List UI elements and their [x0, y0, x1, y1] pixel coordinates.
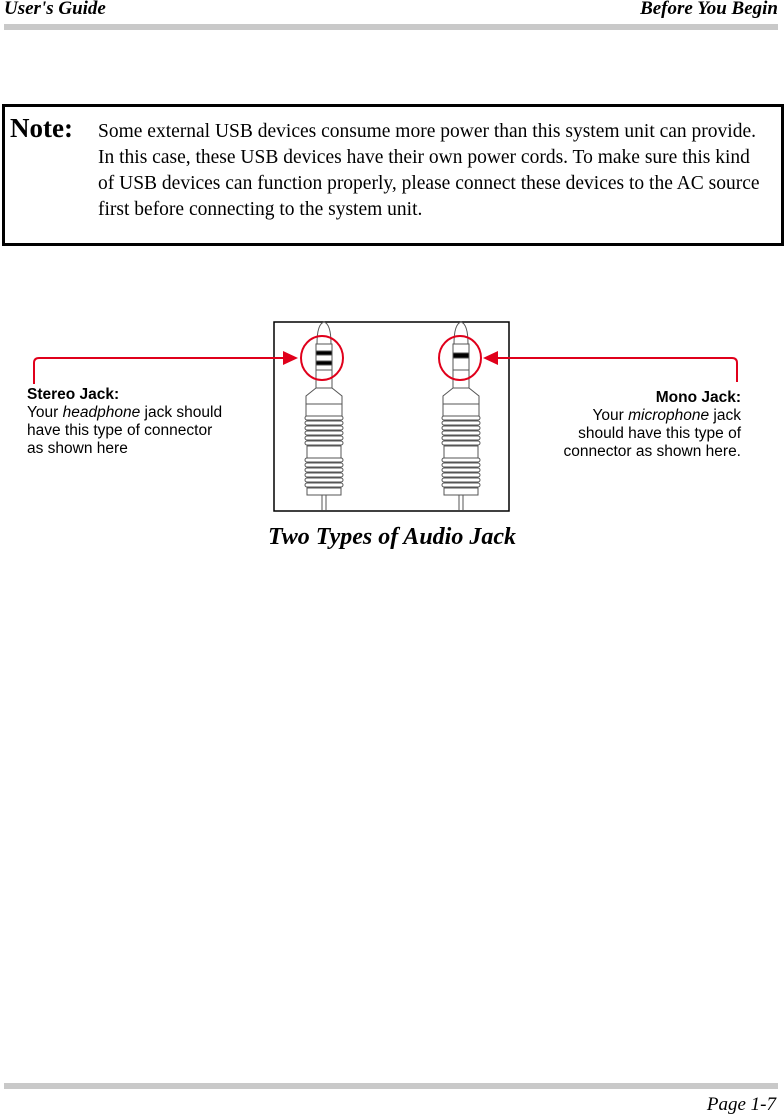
- note-box: [2, 104, 784, 246]
- header-left-title: User's Guide: [4, 0, 106, 19]
- mono-jack-line3: connector as shown here.: [563, 443, 741, 460]
- header-right-title: Before You Begin: [640, 0, 778, 19]
- stereo-jack-description: [27, 386, 222, 458]
- note-label: Note:: [10, 113, 73, 143]
- stereo-jack-line3: as shown here: [27, 440, 128, 457]
- mono-jack-heading: Mono Jack:: [655, 389, 741, 406]
- mono-jack-description: [564, 389, 742, 461]
- figure-caption: Two Types of Audio Jack: [268, 524, 516, 550]
- stereo-jack-line1: Your headphone jack should: [27, 404, 223, 421]
- header-rule: [4, 24, 778, 30]
- mono-jack-line1: Your microphone jack: [592, 407, 741, 424]
- page-number: Page 1-7: [706, 1094, 776, 1115]
- footer-rule: [4, 1083, 778, 1089]
- note-text: Some external USB devices consume more power than this system unit can provide. In this case, these USB devices have their own power cords. To make sure this kind of USB devices can function properly, please connect these devices to the AC source first before connecting to the system unit.: [98, 121, 760, 220]
- stereo-jack-line2: have this type of connector: [27, 422, 213, 439]
- mono-jack-line2: should have this type of: [578, 425, 741, 442]
- stereo-jack-heading: Stereo Jack:: [27, 386, 120, 403]
